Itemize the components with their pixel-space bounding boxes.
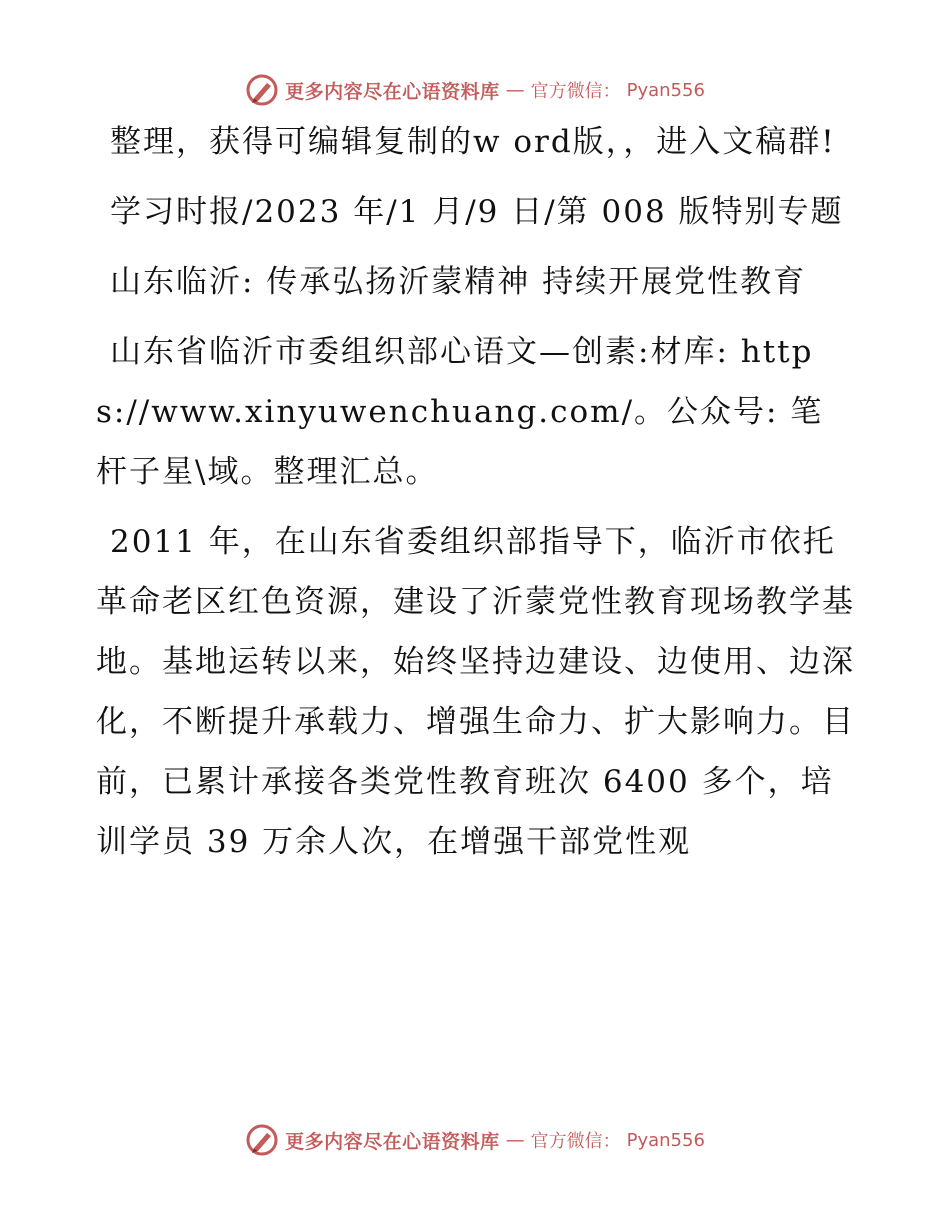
watermark-wechat-id: Pyan556 (626, 1129, 705, 1151)
watermark-dash: — (505, 79, 525, 101)
header-watermark (0, 70, 950, 110)
watermark-wechat-label: 官方微信： (530, 1131, 621, 1152)
pen-logo-icon (245, 73, 279, 107)
watermark-left-text: 更多内容尽在心语资料库 (285, 80, 500, 103)
paragraph-author: 山东省临沂市委组织部心语文—创素:材库: https://www.xinyuwenchuang.com/。公众号: 笔杆子星\域。整理汇总。 (96, 334, 824, 490)
document-body (96, 112, 856, 882)
watermark-wechat-id: Pyan556 (626, 79, 705, 101)
watermark-left-text: 更多内容尽在心语资料库 (285, 1130, 500, 1153)
paragraph-title: 山东临沂: 传承弘扬沂蒙精神 持续开展党性教育 (110, 264, 807, 300)
pen-logo-icon (245, 1123, 279, 1157)
paragraph-intro: 整理，获得可编辑复制的w ord版，，进入文稿群! (110, 124, 836, 160)
footer-watermark (0, 1120, 950, 1160)
watermark-dash: — (505, 1129, 525, 1151)
paragraph-source: 学习时报/2023 年/1 月/9 日/第 008 版特别专题 (110, 194, 844, 230)
watermark-wechat-label: 官方微信： (530, 81, 621, 102)
paragraph-body: 2011 年，在山东省委组织部指导下，临沂市依托革命老区红色资源，建设了沂蒙党性教育现场教学基地。基地运转以来，始终坚持边建设、边使用、边深化，不断提升承载力、增强生命力、扩大影响力。目前，已累计承接各类党性教育班次 6400 多个，培训学员 39 万余人次，在增强干部党性观 (96, 524, 855, 860)
